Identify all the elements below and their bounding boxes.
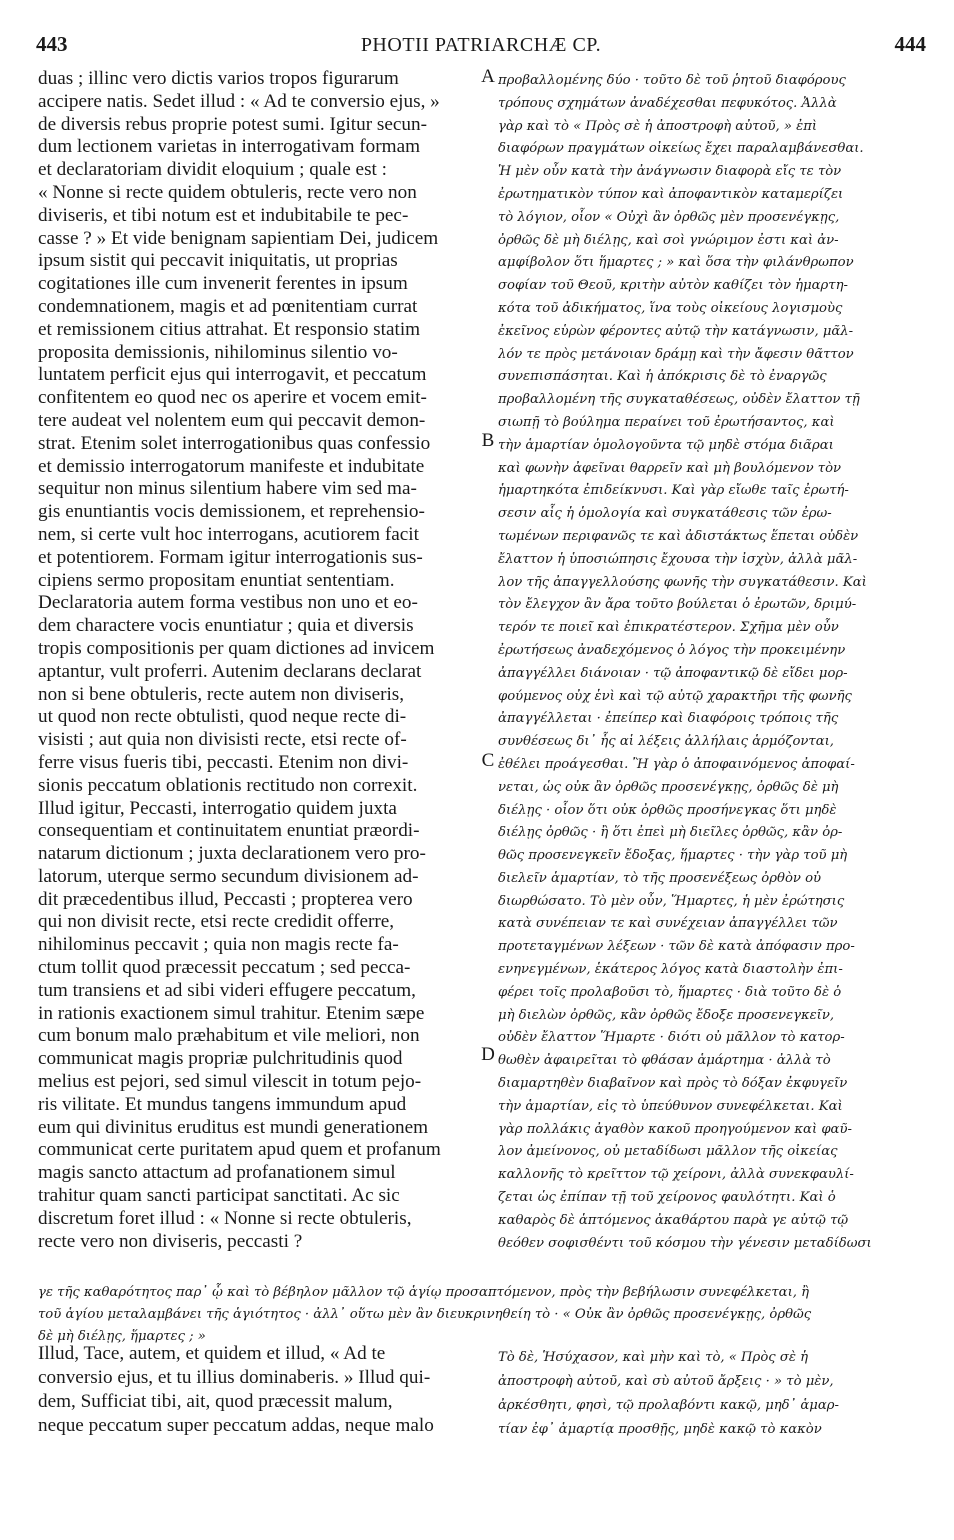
latin-text-line: gis enuntiantis vocis demissionem, et reprehensio-: [38, 501, 425, 523]
greek-text-line: συνεπισπάσηται. Καὶ ἡ ἀπόκρισις δὲ τὸ ἐναργῶς: [498, 369, 827, 385]
latin-text-line: dem charactere vocis enuntiatur ; quia et diversis: [38, 615, 414, 637]
latin-text-line: cipiens sermo propositam enuntiat sententiam.: [38, 569, 395, 591]
greek-text-line: σιωπῇ τὸ βούλημα περαίνει τοῦ ἐρωτήσαντος, καὶ: [498, 414, 835, 430]
greek-text-line: φούμενος οὐχ ἑνὶ καὶ τῷ αὐτῷ χαρακτῆρι τῆς φωνῆς: [498, 688, 852, 704]
latin-text-line: trahitur quam sancti participat sanctitati. Ac sic: [38, 1185, 400, 1207]
greek-text-line: νεται, ὡς οὐκ ἂν ὀρθῶς προσενέγκῃς, ὀρθῶς δὲ μὴ: [498, 779, 839, 795]
section-marker-d: D: [481, 1044, 495, 1065]
latin-text-line: proposita demissionis, nihilominus silentio vo-: [38, 341, 398, 363]
section-marker-c: C: [481, 750, 495, 771]
latin-text-line: latorum, uterque sermo secundum divisionem ad-: [38, 865, 419, 887]
latin-text-line: sionis peccatum oblationis rectitudo non correxit.: [38, 774, 418, 796]
latin-text-line: casse ? » Et vide benignam sapientiam Dei, judicem: [38, 227, 439, 249]
greek-text-line: ἀρκέσθητι, φησὶ, τῷ προλαβόντι κακῷ, μηδ᾽ ἁμαρ-: [498, 1398, 839, 1413]
latin-text-line: in rationis exactionem simul trahitur. Etenim sæpe: [38, 1002, 425, 1024]
greek-text-line: τὸ λόγιον, οἷον « Οὐχὶ ἂν ὀρθῶς μὲν προσενέγκῃς,: [498, 209, 840, 225]
greek-text-line: Τὸ δὲ, Ἡσύχασον, καὶ μὴν καὶ τὸ, « Πρὸς σὲ ἡ: [498, 1350, 809, 1365]
latin-text-line: tum transiens et ad sibi videri effugere peccatum,: [38, 979, 416, 1001]
page-number-right: 444: [894, 32, 926, 56]
greek-text-line: οὐδὲν ἔλαττον Ἥμαρτε · διότι οὐ μᾶλλον τὸ κατορ-: [498, 1030, 845, 1046]
greek-text-line: διαφόρων πραγμάτων οἰκείως ἔχει παραλαμβάνεσθαι.: [498, 141, 864, 157]
latin-text-line: dum lectionem varietas in interrogativam formam: [38, 136, 421, 158]
greek-text-line: ἐκεῖνος εὑρὼν φέροντες αὐτῷ τὴν κατάγνωσιν, μᾶλ-: [498, 323, 854, 339]
latin-text-line: accipere natis. Sedet illud : « Ad te conversio ejus, »: [38, 90, 440, 112]
latin-text-line: consequentiam et continuitatem enuntiat præordi-: [38, 820, 420, 842]
greek-text-line: διελεῖν ἁμαρτίαν, τὸ τῆς προσενέξεως ὀρθὸν οὐ: [498, 870, 822, 886]
latin-text-line: Illud, Tace, autem, et quidem et illud, « Ad te: [38, 1343, 386, 1364]
latin-text-line: melius est pejori, sed simul vilescit in totum pejo-: [38, 1071, 422, 1093]
latin-text-line: Illud igitur, Peccasti, interrogatio quidem juxta: [38, 797, 397, 819]
greek-text-line: φέρει τοῖς προλαβοῦσι τὸ, ἥμαρτες · διὰ τοῦτο δὲ ὁ: [498, 984, 842, 1000]
latin-column: [38, 68, 476, 1253]
latin-text-line: strat. Etenim solet interrogationibus quas confessio: [38, 432, 431, 454]
latin-text-line: dem, Sufficiat tibi, ait, quod præcessit malum,: [38, 1391, 393, 1412]
greek-column: [498, 70, 928, 1255]
latin-text-line: ris vilitate. Et mundus tangens immundum apud: [38, 1093, 407, 1115]
greek-text-line: ἐρωτήσεως ἀναδεχόμενος ὁ λόγος τὴν προκειμένην: [498, 642, 846, 658]
greek-text-line: κατὰ συνέπειαν τε καὶ συνέχειαν ἀπαγγέλλει τῶν: [498, 916, 838, 932]
greek-text-line: θεόθεν σοφισθέντι τοῦ κόσμου τὴν γένεσιν μεταδίδωσι: [498, 1235, 872, 1251]
greek-text-line: μὴ διελὼν ὀρθῶς, κἂν ὀρθῶς ἔδοξε προσενεγκεῖν,: [498, 1007, 835, 1023]
greek-text-line: ἔλαττον ἡ ὑποσιώπησις ἔχουσα τὴν ἰσχὺν, ἀλλὰ μᾶλ-: [498, 551, 858, 567]
latin-text-line: discretum foret illud : « Nonne si recte obtuleris,: [38, 1207, 412, 1229]
latin-text-line: communicat magis propriæ pulchritudinis quod: [38, 1048, 403, 1070]
greek-text-line: τὴν ἁμαρτίαν, εἰς τὸ ὑπεύθυνον συνεφέλκεται. Καὶ: [498, 1098, 843, 1114]
latin-text-line: diviseris, et tibi notum est et indubitabile te pec-: [38, 204, 409, 226]
latin-text-line: tere audeat vel nolentem eum qui peccavit demon-: [38, 409, 426, 431]
latin-text-line: sequitur non minus silentium habere vim sed ma-: [38, 478, 417, 500]
latin-column-continued: [38, 1342, 478, 1438]
latin-text-line: et demissio interrogatorum manifeste et indubitate: [38, 455, 425, 477]
latin-text-line: nem, si certe vult hoc interrogans, acutiorem facit: [38, 523, 419, 545]
latin-text-line: conversio ejus, et tu illius dominaberis. » Illud qui-: [38, 1367, 431, 1388]
latin-text-line: nihilominus peccavit ; quia non magis recte fa-: [38, 934, 399, 956]
greek-text-line: ἀποστροφὴ αὐτοῦ, καὶ σὺ αὐτοῦ ἄρξεις · » τὸ μὲν,: [498, 1374, 834, 1389]
greek-text-line: γὰρ καὶ τὸ « Πρὸς σὲ ἡ ἀποστροφὴ αὐτοῦ, » ἐπὶ: [498, 118, 818, 134]
greek-text-line: ὀρθῶς δὲ μὴ διέλῃς, καὶ σοὶ γνώριμον ἐστι καὶ ἀν-: [498, 232, 839, 248]
greek-text-line: ἡμαρτηκότα ἐπιδείκνυσι. Καὶ γὰρ εἴωθε ταῖς ἐρωτή-: [498, 483, 849, 499]
greek-text-line: θωθὲν ἀφαιρεῖται τὸ φθάσαν ἁμάρτημα · ἀλλὰ τὸ: [498, 1053, 831, 1069]
greek-text-line: καθαρὸς δὲ ἁπτόμενος ἀκαθάρτου παρὰ γε αὐτῷ τῷ: [498, 1212, 849, 1228]
greek-text-line: διέλῃς · οἷον ὅτι οὐκ ὀρθῶς προσήνεγκας ὅτι μηδὲ: [498, 802, 837, 818]
running-header: [36, 32, 926, 60]
running-title: PHOTII PATRIARCHÆ CP.: [360, 34, 602, 56]
greek-text-line: ἀπαγγέλλει διάνοιαν · τῷ ἀποφαντικῷ δὲ εἴδει μορ-: [498, 665, 848, 681]
latin-text-line: non si bene obtuleris, recte autem non diviseris,: [38, 683, 405, 705]
latin-text-line: cum bonum malo præhabitum et vile meliori, non: [38, 1025, 420, 1047]
latin-text-line: ferre visus fueris tibi, peccasti. Etenim non divi-: [38, 751, 409, 773]
latin-text-line: ctum tollit quod præcessit peccatum ; sed pecca-: [38, 957, 411, 979]
latin-text-line: visisti ; aut quia non divisisti recte, etsi recte of-: [38, 729, 407, 751]
latin-text-line: natarum dictionum ; juxta declarationem vero pro-: [38, 843, 426, 865]
greek-text-line: καλλονῆς τὸ κρεῖττον τῷ χείρονι, ἀλλὰ συνεκφαυλί-: [498, 1167, 854, 1183]
latin-text-line: ipsum sistit qui peccavit iniquitatis, ut proprias: [38, 250, 398, 272]
section-marker-b: B: [481, 430, 495, 451]
latin-text-line: neque peccatum super peccatum addas, neque malo: [38, 1415, 434, 1436]
greek-text-line: διωρθώσατο. Τὸ μὲν οὖν, Ἥμαρτες, ἡ μὲν ἐρώτησις: [498, 893, 845, 909]
latin-text-line: dit præcedentibus illud, Peccasti ; propterea vero: [38, 888, 413, 910]
greek-text-line: προβαλλομένης δύο · τοῦτο δὲ τοῦ ῥητοῦ διαφόρους: [498, 73, 846, 88]
greek-text-line: συνθέσεως δι᾽ ἧς αἱ λέξεις ἀλλήλαις ἁρμόζονται,: [498, 734, 834, 750]
greek-text-line: λον ἀμείνονος, οὐ μεταδίδωσι μᾶλλον τῆς οἰκείας: [498, 1144, 838, 1160]
greek-text-line: ἐρωτηματικὸν τύπον καὶ ἀποφαντικὸν καταμερίζει: [498, 186, 844, 202]
latin-text-line: qui non divisit recte, etsi recte credidit offerre,: [38, 911, 395, 933]
greek-text-line: καὶ φωνὴν ἀφεῖναι θαρρεῖν καὶ μὴ βουλόμενον τὸν: [498, 460, 842, 476]
latin-text-line: luntatem perficit ejus qui interrogavit, et peccatum: [38, 364, 427, 386]
greek-text-line: Ἡ μὲν οὖν κατὰ τὴν ἀνάγνωσιν διαφορὰ εἴς τε τὸν: [498, 164, 842, 180]
greek-text-line: τωμένων περιφανῶς τε καὶ ἀδιστάκτως ἕπεται οὐδὲν: [498, 528, 859, 544]
greek-text-line: διέλῃς ὀρθῶς · ἢ ὅτι ἐπεὶ μὴ διεῖλες ὀρθῶς, κἂν ὀρ-: [498, 825, 843, 841]
latin-text-line: tropis compositionis per quam dictiones ad invicem: [38, 637, 435, 659]
latin-text-line: et potentiorem. Formam igitur interrogationis sus-: [38, 546, 423, 568]
greek-text-line: κότα τοῦ ἀδικήματος, ἵνα τοὺς οἰκείους λογισμοὺς: [498, 300, 843, 316]
page-number-left: 443: [36, 32, 68, 56]
greek-text-line: λόν τε πρὸς μετάνοιαν δράμῃ καὶ τὴν ἄφεσιν θᾶττον: [498, 346, 854, 362]
latin-text-line: recte vero non diviseris, peccasti ?: [38, 1230, 303, 1252]
greek-text-line: ἐθέλει προάγεσθαι. Ἢ γὰρ ὁ ἀποφαινόμενος ἀποφαί-: [498, 756, 855, 772]
greek-continuation-lines: [38, 1282, 930, 1348]
latin-text-line: Declaratoria autem forma vestibus non uno et eo-: [38, 592, 418, 614]
latin-text-line: cogitationes ille cum invenerit ferentes in ipsum: [38, 273, 408, 295]
greek-text-line: προτεταγμένων λέξεων · τῶν δὲ κατὰ ἀπόφασιν προ-: [498, 939, 855, 955]
greek-text-line: θῶς προσενεγκεῖν ἔδοξας, ἥμαρτες · τὴν γὰρ τοῦ μὴ: [498, 848, 848, 864]
greek-note-line: δὲ μὴ διέλῃς, ἥμαρτες ; »: [38, 1329, 206, 1344]
latin-text-line: « Nonne si recte quidem obtuleris, recte vero non: [38, 181, 417, 203]
latin-text-line: aptantur, vult proferri. Autenim declarans declarat: [38, 660, 422, 682]
latin-text-line: confitentem eo quod nec os aperire et vocem emit-: [38, 387, 427, 409]
latin-text-line: ut quod non recte obtulisti, quod neque recte di-: [38, 706, 407, 728]
greek-text-line: τίαν ἐφ᾽ ἁμαρτίᾳ προσθῇς, μηδὲ κακῷ τὸ κακὸν: [498, 1422, 822, 1437]
latin-text-line: communicat certe puritatem apud quem et profanum: [38, 1139, 441, 1161]
latin-text-line: et declaratoriam dividit eloquium ; quale est :: [38, 159, 388, 181]
greek-text-line: διαμαρτηθὲν διαβαῖνον καὶ πρὸς τὸ δόξαν ἐκφυγεῖν: [498, 1076, 848, 1092]
greek-column-continued: [498, 1346, 928, 1442]
greek-text-line: γὰρ πολλάκις ἀγαθὸν κακοῦ προηγούμενον καὶ φαῦ-: [498, 1121, 852, 1137]
greek-note-line: γε τῆς καθαρότητος παρ᾽ ᾧ καὶ τὸ βέβηλον μᾶλλον τῷ ἁγίῳ προσαπτόμενον, πρὸς τὴν βεβήλωσιν συνεφέλκεται, ἢ: [38, 1285, 810, 1300]
latin-text-line: et remissionem citius attrahat. Et responsio statim: [38, 318, 421, 340]
greek-text-line: τὸν ἔλεγχον ἂν ἄρα τοῦτο βούλεται ὁ ἐρωτῶν, δριμύ-: [498, 597, 857, 613]
greek-note-line: τοῦ ἁγίου μεταλαμβάνει τῆς ἁγιότητος · ἀλλ᾽ οὕτω μὲν ἂν διευκρινηθείη τὸ · « Οὐκ ἂν ὀρθῶς προσενέγκῃς, ὀρθῶς: [38, 1307, 812, 1322]
greek-text-line: ἀπαγγέλλεται · ἐπείπερ καὶ διαφόροις τρόποις τῆς: [498, 711, 839, 727]
greek-text-line: σεσιν αἷς ἡ ὁμολογία καὶ συγκατάθεσις τῶν ἐρω-: [498, 506, 832, 522]
latin-text-line: duas ; illinc vero dictis varios tropos figurarum: [38, 68, 399, 89]
latin-text-line: de diversis rebus proprie potest sumi. Igitur secun-: [38, 113, 427, 135]
latin-text-line: magis sancto attactum ad profanationem simul: [38, 1162, 396, 1184]
greek-text-line: ενηνεγμένων, ἑκάτερος λόγος κατὰ διαστολὴν ἐπι-: [498, 962, 843, 978]
section-marker-a: A: [481, 66, 495, 87]
greek-text-line: λον τῆς ἀπαγγελλούσης φωνῆς τὴν συγκατάθεσιν. Καὶ: [498, 574, 867, 590]
greek-text-line: σοφίαν τοῦ Θεοῦ, κριτὴν αὐτὸν καθίζει τὸν ἡμαρτη-: [498, 278, 848, 294]
latin-text-line: condemnationem, magis et ad pœnitentiam currat: [38, 295, 418, 317]
latin-text-line: eum qui divinitus eruditus est mundi generationem: [38, 1116, 429, 1138]
greek-text-line: αμφίβολον ὅτι ἥμαρτες ; » καὶ ὅσα τὴν φιλάνθρωπον: [498, 255, 854, 271]
greek-text-line: τερόν τε ποιεῖ καὶ ἐπικρατέστερον. Σχῆμα μὲν οὖν: [498, 620, 839, 636]
greek-text-line: ζεται ὡς ἐπίπαν τῇ τοῦ χείρονος φαυλότητι. Καὶ ὁ: [498, 1190, 836, 1206]
greek-text-line: τρόπους σχημάτων ἀναδέχεσθαι πεφυκότος. Ἀλλὰ: [498, 95, 837, 111]
greek-text-line: τὴν ἁμαρτίαν ὁμολογοῦντα τῷ μηδὲ στόμα διᾶραι: [498, 437, 834, 453]
greek-text-line: προβαλλομένη τῆς συγκαταθέσεως, οὐδὲν ἔλαττον τῇ: [498, 392, 860, 408]
